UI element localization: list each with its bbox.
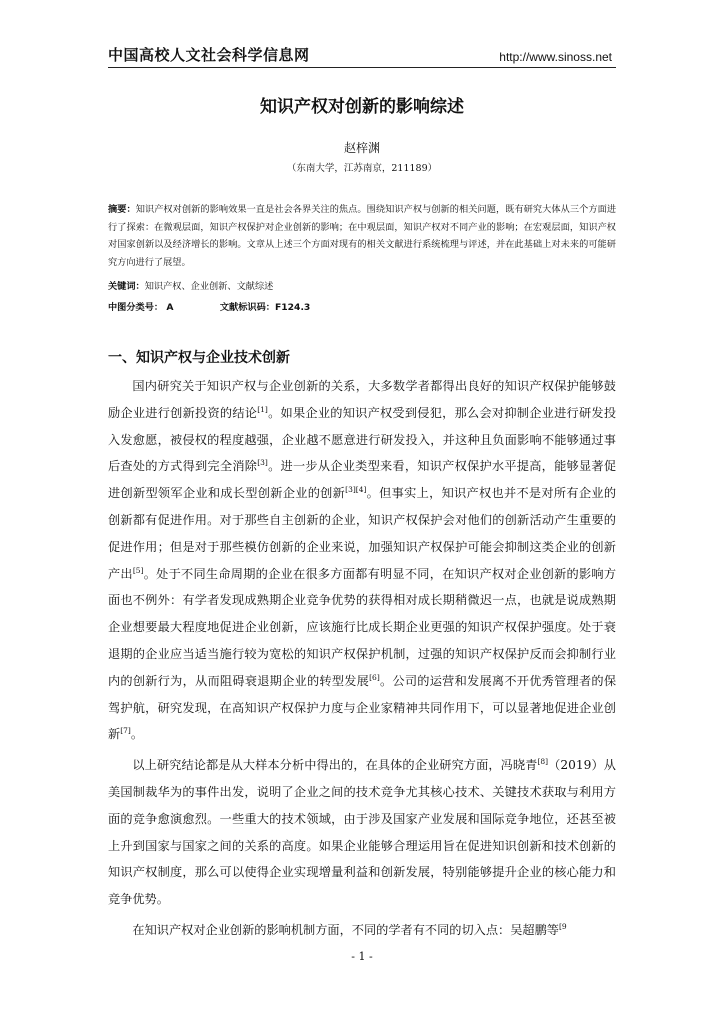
abstract-label: 摘要： xyxy=(108,204,136,215)
citation-ref: [9 xyxy=(558,921,567,931)
doc-code-label: 文献标识码： xyxy=(219,302,275,313)
body-text xyxy=(108,373,616,948)
header-divider xyxy=(108,67,616,68)
paragraph-text: 。如果企业的知识产权受到侵犯，那么会对抑制企业进行研发投入发愈愿，被侵权的程度越强，企业越不愿意进行研发投入，并这种且负面影响不能够通过事后查处的方式得到完全消除 xyxy=(108,405,617,474)
paragraph-text: 。 xyxy=(130,727,143,742)
paragraph-text: 国内研究关于知识产权与企业创新的关系，大多数学者都得出良好的知识产权保护能够鼓励企业进行创新投资的结论 xyxy=(108,379,616,420)
body-paragraph xyxy=(108,752,616,913)
citation-ref: [1] xyxy=(257,404,268,414)
doc-code-value: F124.3 xyxy=(274,302,311,313)
classification-label: 中图分类号： xyxy=(108,302,164,313)
keywords-text: 知识产权、企业创新、文献综述 xyxy=(144,281,274,292)
paragraph-text: 。公司的运营和发展离不开优秀管理者的保驾护航，研究发现，在高知识产权保护力度与企业家精神共同作用下，可以显著地促进企业创新 xyxy=(108,673,617,742)
keywords-label: 关键词： xyxy=(108,281,145,292)
keywords xyxy=(108,278,616,292)
citation-ref: [5] xyxy=(132,565,144,575)
body-paragraph xyxy=(108,373,616,748)
citation-ref: [3] xyxy=(257,458,268,468)
classification-line xyxy=(108,299,616,313)
classification-value: A xyxy=(166,302,174,313)
abstract-text: 知识产权对创新的影响效果一直是社会各界关注的焦点。围绕知识产权与创新的相关问题，既有研究大体从三个方面进行了探索：在微观层面，知识产权保护对企业创新的影响；在中观层面，知识产权对不同产业的影响；在宏观层面，知识产权对国家创新以及经济增长的影响。文章从上述三个方面对现有的相关文献进行系统梳理与评述，并在此基础上对未来的可能研究方向进行了展望。 xyxy=(108,204,617,268)
section-heading: 一、知识产权与企业技术创新 xyxy=(108,350,290,366)
paragraph-text: 以上研究结论都是从大样本分析中得出的，在具体的企业研究方面，冯晓青 xyxy=(132,758,538,773)
header-logo: 中国高校人文社会科学信息网 xyxy=(108,46,310,64)
paragraph-text: 。处于不同生命周期的企业在很多方面都有明显不同，在知识产权对企业创新的影响方面也不例外：有学者发现成熟期企业竞争优势的获得相对成长期稍微迟一点，也就是说成熟期企业想要最大程度地促进企业创新，应该施行比成长期企业更强的知识产权保护强度。处于衰退期的企业应当适当施行较为宽松的知识产权保护机制，过强的知识产权保护反而会抑制行业内的创新行为，从而阻碍衰退期企业的转型发展 xyxy=(108,566,617,688)
citation-ref: [6] xyxy=(369,672,380,682)
author-affiliation: （东南大学，江苏南京，211189） xyxy=(286,163,438,174)
citation-ref: [7] xyxy=(120,726,131,736)
paragraph-text: 。进一步从企业类型来看，知识产权保护水平提高，能够显著促进创新型领军企业和成长型创新企业的创新 xyxy=(108,459,617,501)
citation-ref: [8] xyxy=(537,757,549,767)
paragraph-text: 在知识产权对企业创新的影响机制方面，不同的学者有不同的切入点：吴超鹏等 xyxy=(132,922,559,937)
header-url[interactable]: http://www.sinoss.net xyxy=(499,50,612,64)
citation-ref: [3][4] xyxy=(345,485,367,495)
paper-title: 知识产权对创新的影响综述 xyxy=(260,97,464,117)
paragraph-text: 。但事实上，知识产权也并不是对所有企业的创新都有促进作用。对于那些自主创新的企业，知识产权保护会对他们的创新活动产生重要的促进作用；但是对于那些模仿创新的企业来说，加强知识产权保护可能会抑制这类企业的创新产出 xyxy=(108,486,617,581)
author-name: 赵梓渊 xyxy=(343,141,380,155)
body-paragraph xyxy=(108,917,616,944)
abstract xyxy=(108,201,616,271)
page-number: - 1 - xyxy=(351,950,373,963)
paragraph-text: （2019）从美国制裁华为的事件出发，说明了企业之间的技术竞争尤其核心技术、关键技术获取与利用方面的竞争愈演愈烈。一些重大的技术领域，由于涉及国家产业发展和国际竞争地位，还甚至被上升到国家与国家之间的关系的高度。如果企业能够合理运用旨在促进知识创新和技术创新的知识产权制度，那么可以使得企业实现增量利益和创新发展，特别能够提升企业的核心能力和竞争优势。 xyxy=(108,758,616,907)
